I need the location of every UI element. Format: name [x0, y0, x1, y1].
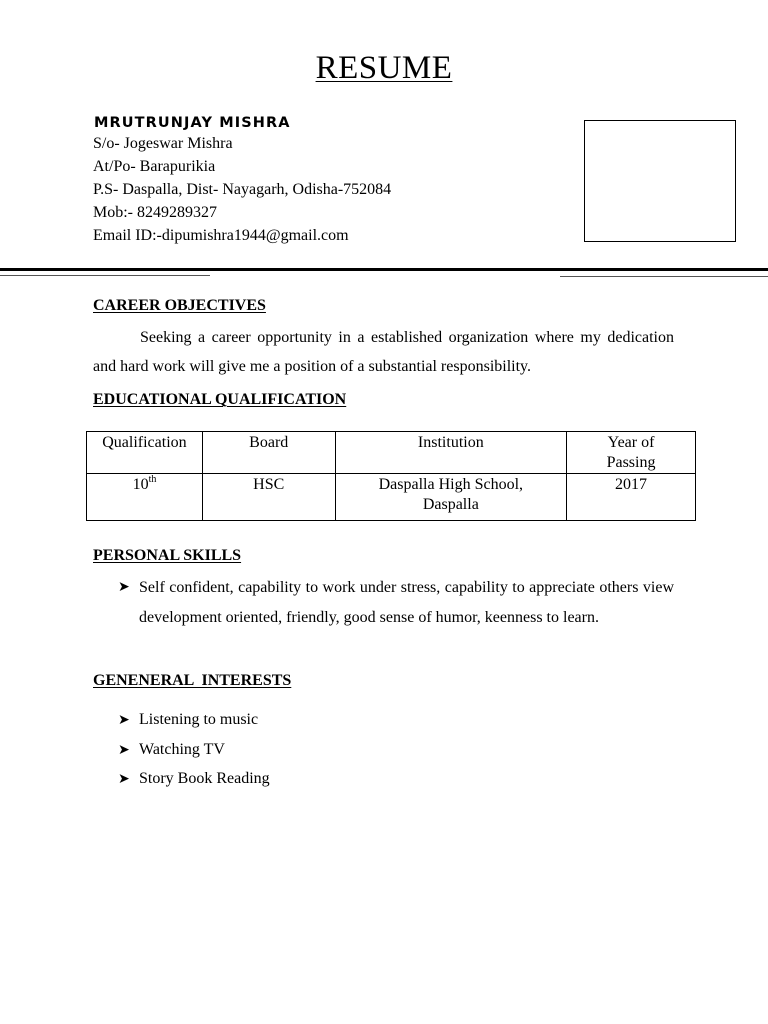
qualification-suffix: th — [148, 474, 157, 485]
cell-qualification — [87, 474, 203, 521]
arrow-bullet-icon: ➤ — [118, 772, 130, 787]
cell-institution: Daspalla High School, Daspalla — [335, 474, 567, 521]
interest-label: Listening to music — [139, 711, 259, 728]
educational-qualification-heading: EDUCATIONAL QUALIFICATION — [93, 391, 347, 408]
column-header-board: Board — [202, 432, 335, 474]
qualification-value: 10 — [132, 476, 149, 493]
address-district: P.S- Daspalla, Dist- Nayagarh, Odisha-752084 — [93, 181, 392, 198]
list-item — [118, 741, 225, 759]
mobile-number: Mob:- 8249289327 — [93, 204, 217, 221]
column-header-qualification: Qualification — [87, 432, 203, 474]
personal-skills-heading: PERSONAL SKILLS — [93, 547, 242, 564]
arrow-bullet-icon: ➤ — [118, 580, 130, 595]
parent-name: S/o- Jogeswar Mishra — [93, 135, 233, 152]
cell-board: HSC — [202, 474, 335, 521]
career-objective-text: Seeking a career opportunity in a established organization where my dedication and hard work will give me a position of a substantial responsibility. — [93, 329, 674, 375]
header-divider — [0, 268, 768, 271]
arrow-bullet-icon: ➤ — [118, 713, 130, 728]
interest-label: Story Book Reading — [139, 770, 270, 787]
photo-placeholder — [584, 120, 736, 242]
applicant-name: MRUTRUNJAY MISHRA — [94, 115, 291, 131]
general-interests-heading: GENENERAL INTERESTS — [93, 672, 292, 689]
interest-label: Watching TV — [139, 741, 225, 758]
list-item — [118, 770, 270, 788]
arrow-bullet-icon: ➤ — [118, 743, 130, 758]
education-table-header — [87, 432, 696, 474]
page-title: RESUME — [315, 50, 453, 86]
column-header-institution: Institution — [335, 432, 567, 474]
header-divider-thin-left — [0, 275, 210, 276]
address-village: At/Po- Barapurikia — [93, 158, 216, 175]
header-divider-thin-right — [560, 276, 768, 277]
personal-skills-item — [118, 573, 674, 632]
list-item — [118, 711, 258, 729]
personal-skills-text: Self confident, capability to work under stress, capability to appreciate others view development oriented, friendly, good sense of humor, keenness to learn. — [139, 579, 674, 626]
email-address: Email ID:-dipumishra1944@gmail.com — [93, 227, 349, 244]
education-table — [86, 431, 696, 521]
table-row — [87, 474, 696, 521]
cell-year: 2017 — [567, 474, 696, 521]
column-header-year: Year of Passing — [567, 432, 696, 474]
career-objectives-heading: CAREER OBJECTIVES — [93, 297, 266, 314]
